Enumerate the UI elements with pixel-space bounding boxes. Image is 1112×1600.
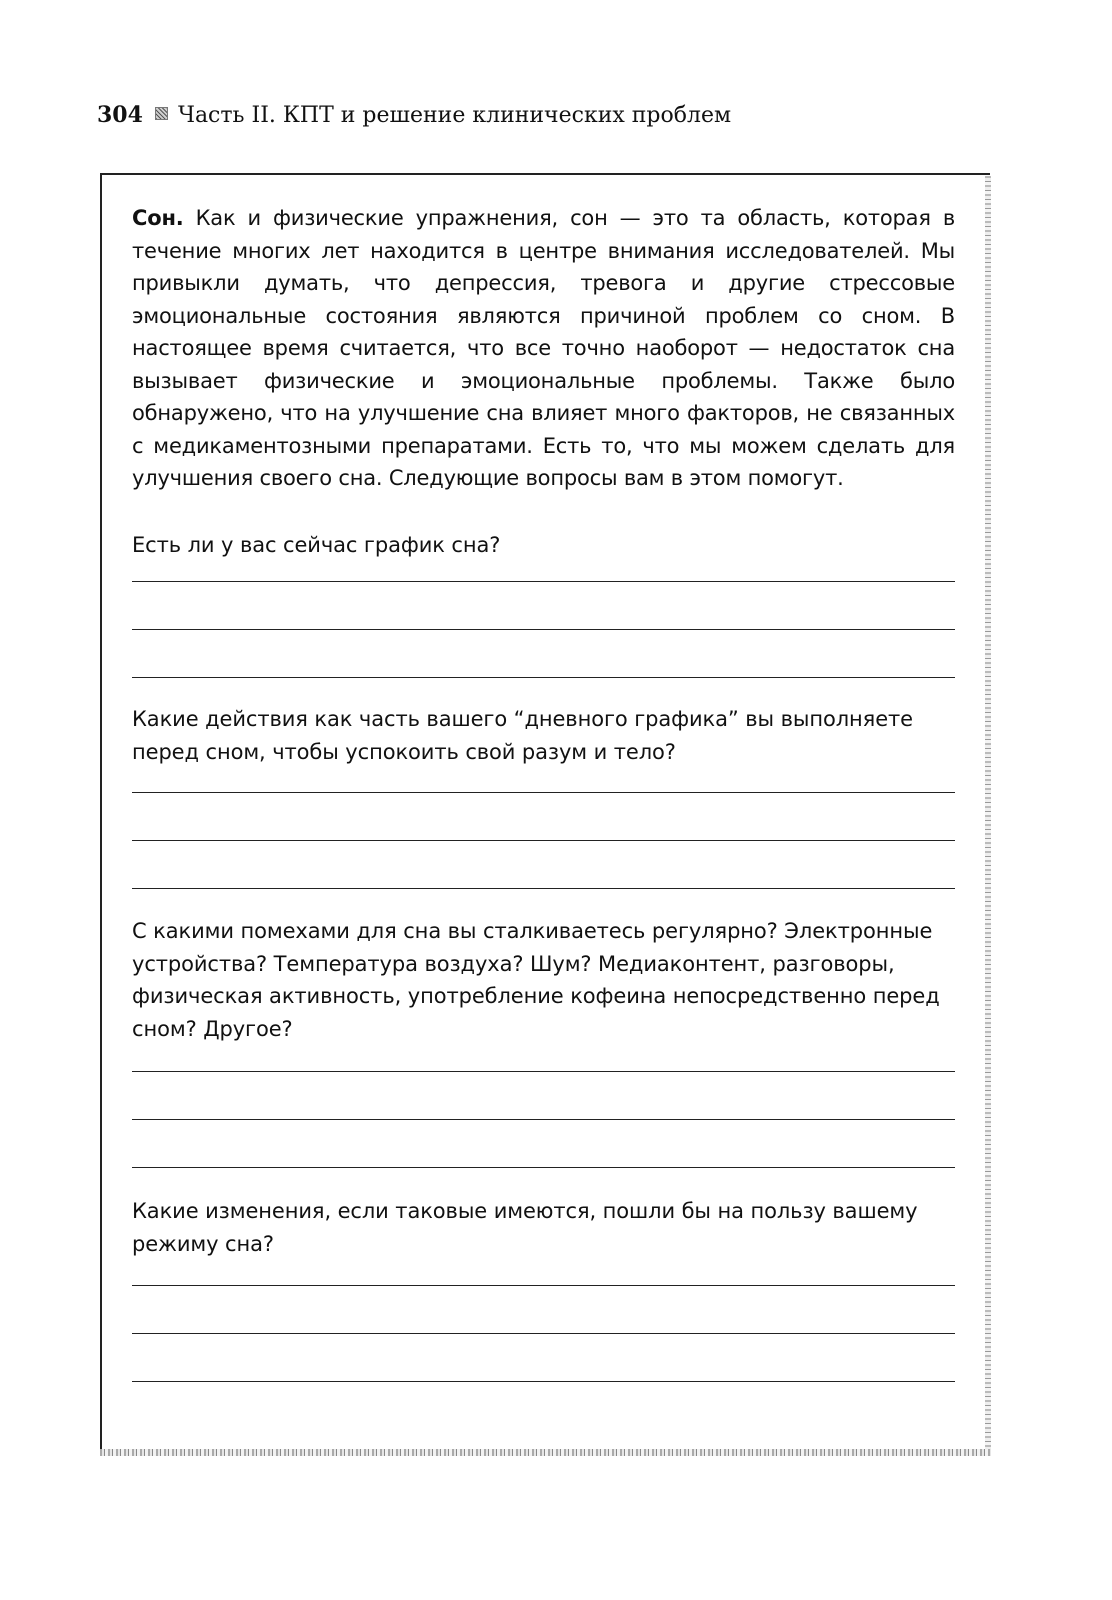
question-2: Какие действия как часть вашего “дневного графика” вы выполняете перед сном, чтобы успокоить свой разум и тело?	[132, 707, 913, 764]
worksheet-content	[132, 202, 955, 1382]
question-1: Есть ли у вас сейчас график сна?	[132, 532, 501, 557]
answer-line[interactable]	[132, 1119, 955, 1120]
answer-line[interactable]	[132, 629, 955, 630]
intro-lead: Сон.	[132, 206, 184, 230]
intro-paragraph	[132, 202, 955, 495]
frame-right-border	[985, 176, 991, 1456]
answer-line[interactable]	[132, 677, 955, 678]
answer-line[interactable]	[132, 581, 955, 582]
page-header	[97, 100, 731, 131]
answer-line[interactable]	[132, 1381, 955, 1382]
answer-line[interactable]	[132, 1285, 955, 1286]
answer-line[interactable]	[132, 1071, 955, 1072]
answer-line[interactable]	[132, 840, 955, 841]
frame-bottom-border	[100, 1449, 991, 1456]
answer-line[interactable]	[132, 792, 955, 793]
answer-line[interactable]	[132, 888, 955, 889]
page-number: 304	[97, 102, 143, 128]
intro-text: Как и физические упражнения, сон — это та область, которая в течение многих лет находится в центре внимания исследователей. Мы привыкли думать, что депрессия, тревога и другие стрессовые эмоциональные состояния являются причиной проблем со сном. В настоящее время считается, что все точно наоборот — недостаток сна вызывает физические и эмоциональные проблемы. Также было обнаружено, что на улучшение сна влияет много факторов, не связанных с медикаментозными препаратами. Есть то, что мы можем сделать для улучшения своего сна. Следующие вопросы вам в этом помогут.	[132, 206, 955, 490]
question-3: С какими помехами для сна вы сталкиваетесь регулярно? Электронные устройства? Температура воздуха? Шум? Медиаконтент, разговоры, физическая активность, употребление кофеина непосредственно перед сном? Другое?	[132, 919, 940, 1041]
running-title: Часть II. КПТ и решение клинических проблем	[177, 103, 732, 128]
question-4: Какие изменения, если таковые имеются, пошли бы на пользу вашему режиму сна?	[132, 1199, 918, 1256]
answer-line[interactable]	[132, 1333, 955, 1334]
answer-line[interactable]	[132, 1167, 955, 1168]
header-separator-square-icon	[155, 107, 168, 120]
